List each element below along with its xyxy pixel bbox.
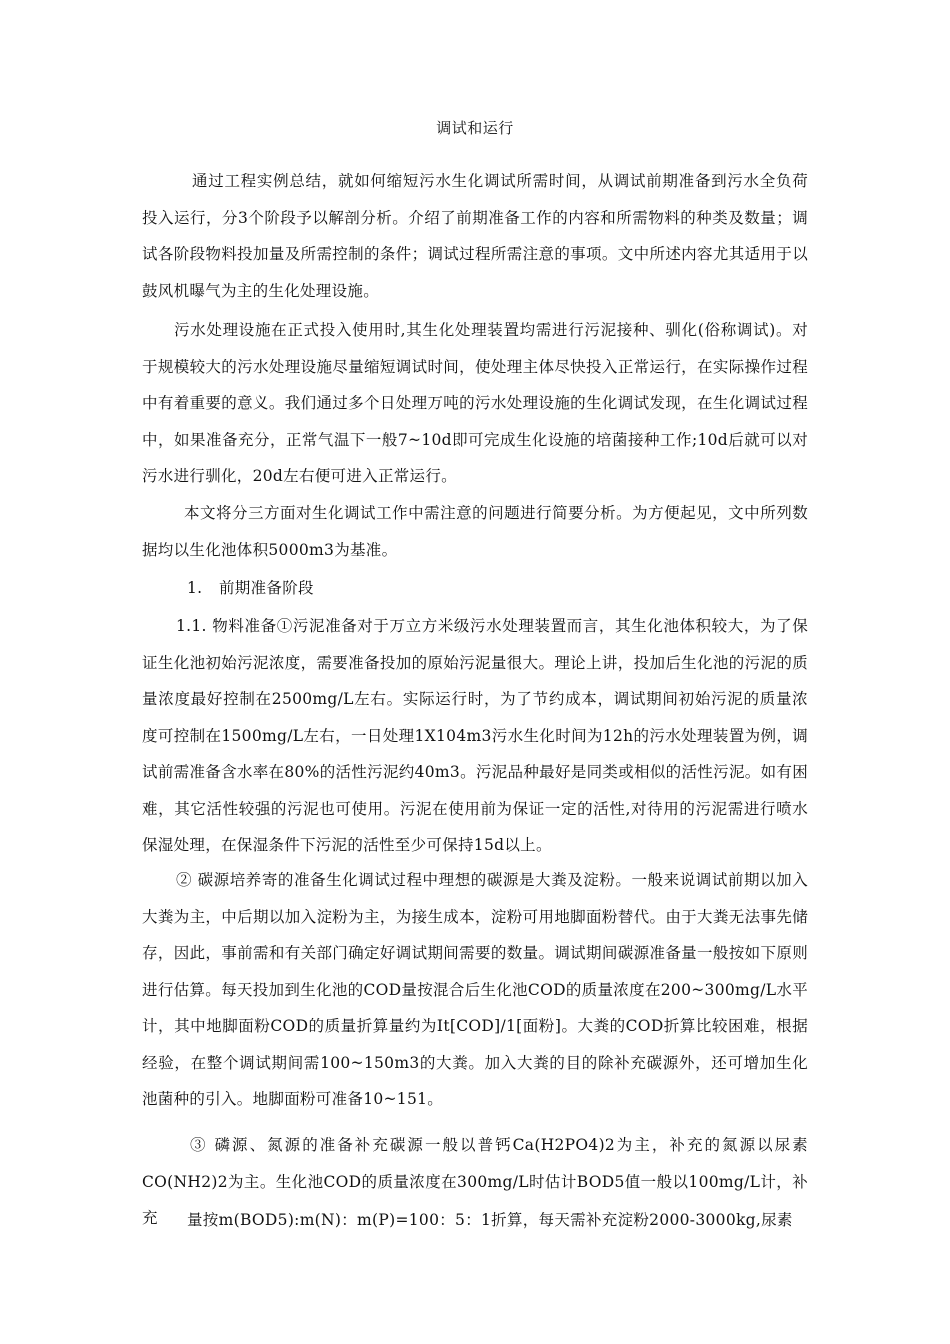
body-paragraph-2: 污水处理设施在正式投入使用时,其生化处理装置均需进行污泥接种、驯化(俗称调试)。对于规模较大的污水处理设施尽量缩短调试时间，使处理主体尽快投入正常运行，在实际操作过程中有着重要的意义。我们通过多个日处理万吨的污水处理设施的生化调试发现，在生化调试过程中，如果准备充分，正常气温下一般7~10d即可完成生化设施的培菌接种工作;10d后就可以对污水进行驯化，20d左右便可进入正常运行。 — [142, 321, 808, 485]
section-title: 前期准备阶段 — [219, 579, 314, 597]
body-paragraph-5: ② 碳源培养寄的准备生化调试过程中理想的碳源是大粪及淀粉。一般来说调试前期以加入大粪为主，中后期以加入淀粉为主，为接生成本，淀粉可用地脚面粉替代。由于大粪无法事先储存，因此，事前需和有关部门确定好调试期间需要的数量。调试期间碳源准备量一般按如下原则进行估算。每天投加到生化池的COD量按混合后生化池COD的质量浓度在200~300mg/L水平计，其中地脚面粉COD的质量折算量约为It[COD]/1[面粉]。大粪的COD折算比较困难，根据经验，在整个调试期间需100~150m3的大粪。加入大粪的目的除补充碳源外，还可增加生化池菌种的引入。地脚面粉可准备10~151。 — [142, 871, 808, 1108]
section-number: 1. — [187, 579, 203, 597]
intro-paragraph: 通过工程实例总结，就如何缩短污水生化调试所需时间，从调试前期准备到污水全负荷投入运行，分3个阶段予以解剖分析。介绍了前期准备工作的内容和所需物料的种类及数量；调试各阶段物料投加量及所需控制的条件；调试过程所需注意的事项。文中所述内容尤其适用于以鼓风机曝气为主的生化处理设施。 — [142, 172, 808, 300]
body-paragraph-6: ③ 磷源、氮源的准备补充碳源一般以普钙Ca(H2PO4)2为主，补充的氮源以尿素CO(NH2)2为主。生化池COD的质量浓度在300mg/L时估计BOD5值一般以100mg/L计，补充 — [142, 1136, 808, 1227]
body-paragraph-tail: 量按m(BOD5):m(N)：m(P)=100：5：1折算，每天需补充淀粉2000-3000kg,尿素 — [187, 1211, 793, 1229]
section-heading-1 — [187, 570, 314, 607]
body-paragraph-3: 本文将分三方面对生化调试工作中需注意的问题进行简要分析。为方便起见，文中所列数据均以生化池体积5000m3为基准。 — [142, 504, 808, 559]
body-paragraph-4: 1.1. 物料准备①污泥准备对于万立方米级污水处理装置而言，其生化池体积较大，为了保证生化池初始污泥浓度，需要准备投加的原始污泥量很大。理论上讲，投加后生化池的污泥的质量浓度最好控制在2500mg/L左右。实际运行时，为了节约成本，调试期间初始污泥的质量浓度可控制在1500mg/L左右，一日处理1X104m3污水生化时间为12h的污水处理装置为例，调试前需准备含水率在80%的活性污泥约40m3。污泥品种最好是同类或相似的活性污泥。如有困难，其它活性较强的污泥也可使用。污泥在使用前为保证一定的活性,对待用的污泥需进行喷水保湿处理，在保湿条件下污泥的活性至少可保持15d以上。 — [142, 617, 808, 854]
document-title: 调试和运行 — [436, 119, 514, 137]
